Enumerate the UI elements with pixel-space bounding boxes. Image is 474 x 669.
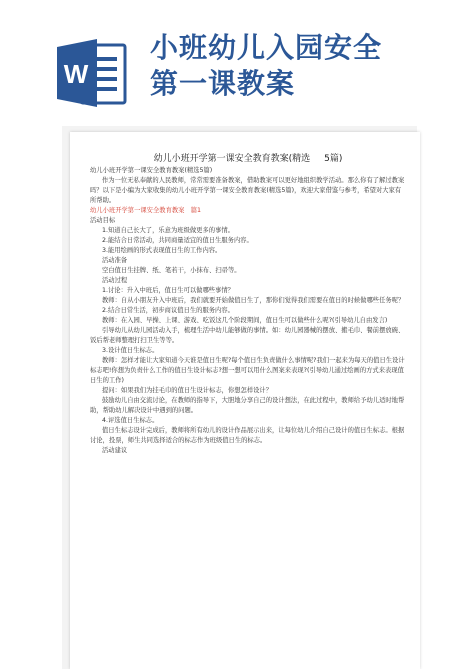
document-title — [90, 152, 406, 166]
doc-line: 活动建议 — [102, 447, 128, 454]
word-document-icon — [57, 37, 127, 109]
doc-line: 2.能结合日常活动，共同商量适宜的值日生服务内容。 — [102, 237, 253, 244]
doc-line: 值日生标志设计完成后，教师将所有幼儿的设计作品展示出来，让每位幼儿介绍自己设计的值日生标志。根据讨论，投票，师生共同选择适合的标志作为班级值日生的标志。 — [90, 427, 405, 444]
doc-line: 作为一位无私奉献的人民教师，常常需要准备教案，借助教案可以更好地组织教学活动。那么你有了解过教案吗？以下是小编为大家收集的幼儿小班开学第一课安全教育教案(精选5篇)，欢迎大家借鉴与参考，希望对大家有所帮助。 — [90, 177, 405, 204]
doc-line: 2.结合日常生活，初步商议值日生的服务内容。 — [102, 307, 234, 314]
doc-line: 引导幼儿从幼儿园活动入手，梳理生活中幼儿能够做的事情。如：幼儿园器械的摆放、搬毛巾、餐前摆放碗、饭后帮老师整理打扫卫生等等。 — [90, 327, 405, 344]
doc-line: 3.设计值日生标志。 — [102, 347, 159, 354]
banner-title — [150, 30, 470, 102]
document-title-text: 幼儿小班开学第一课安全教育教案(精选 — [153, 154, 311, 164]
doc-line: 3.能用绘画的形式表现值日生的工作内容。 — [102, 247, 222, 254]
doc-line: 教师：在入园、早操、上课、游戏、吃饭这几个阶段期间，值日生可以做些什么呢?(引导幼儿自由发言) — [102, 317, 388, 324]
document-page — [70, 132, 420, 669]
doc-line: 活动过程 — [102, 277, 128, 284]
doc-line: 教师：怎样才能让大家知道今天谁是值日生呢?每个值日生负责做什么事情呢?我们一起来为每天的值日生设计标志吧!你想为负责什么工作的值日生设计标志?想一想可以用什么图案来表现?(引导幼儿通过绘画的方式来表现值日生的工作) — [90, 357, 405, 384]
doc-line: 空白值日生挂牌、纸、笔若干，小抹布、扫帚等。 — [102, 267, 241, 274]
doc-line: 活动目标 — [90, 217, 116, 224]
document-title-count: 5篇) — [324, 154, 343, 164]
doc-line: 鼓励幼儿自由交流讨论，在教师的指导下，大胆地分享自己的设计想法，在此过程中，教师给予幼儿适时地帮助，帮助幼儿解决设计中遇到的问题。 — [90, 397, 405, 414]
doc-line: 幼儿小班开学第一课安全教育教案(精选5篇) — [90, 167, 213, 174]
doc-line: 4.评选值日生标志。 — [102, 417, 159, 424]
doc-line: 1.讨论：升入中班后，值日生可以做哪些事情？ — [102, 287, 234, 294]
svg-text:W: W — [63, 59, 89, 89]
banner-title-line1: 小班幼儿入园安全 — [150, 31, 383, 64]
doc-line: 教师：自从小朋友升入中班后，我们就要开始做值日生了，那你们觉得我们需要在值日的时候做哪些任务呢？ — [102, 297, 405, 304]
doc-line: 1.知道自己长大了，乐意为班级做更多的事情。 — [102, 227, 234, 234]
document-body — [90, 152, 406, 456]
doc-line: 活动准备 — [102, 257, 128, 264]
section-heading: 幼儿小班开学第一课安全教育教案 篇1 — [90, 207, 202, 214]
banner-title-line2: 第一课教案 — [150, 67, 296, 100]
doc-line: 提问：如果我们为挂毛巾的值日生设计标志，你想怎样设计？ — [102, 387, 273, 394]
